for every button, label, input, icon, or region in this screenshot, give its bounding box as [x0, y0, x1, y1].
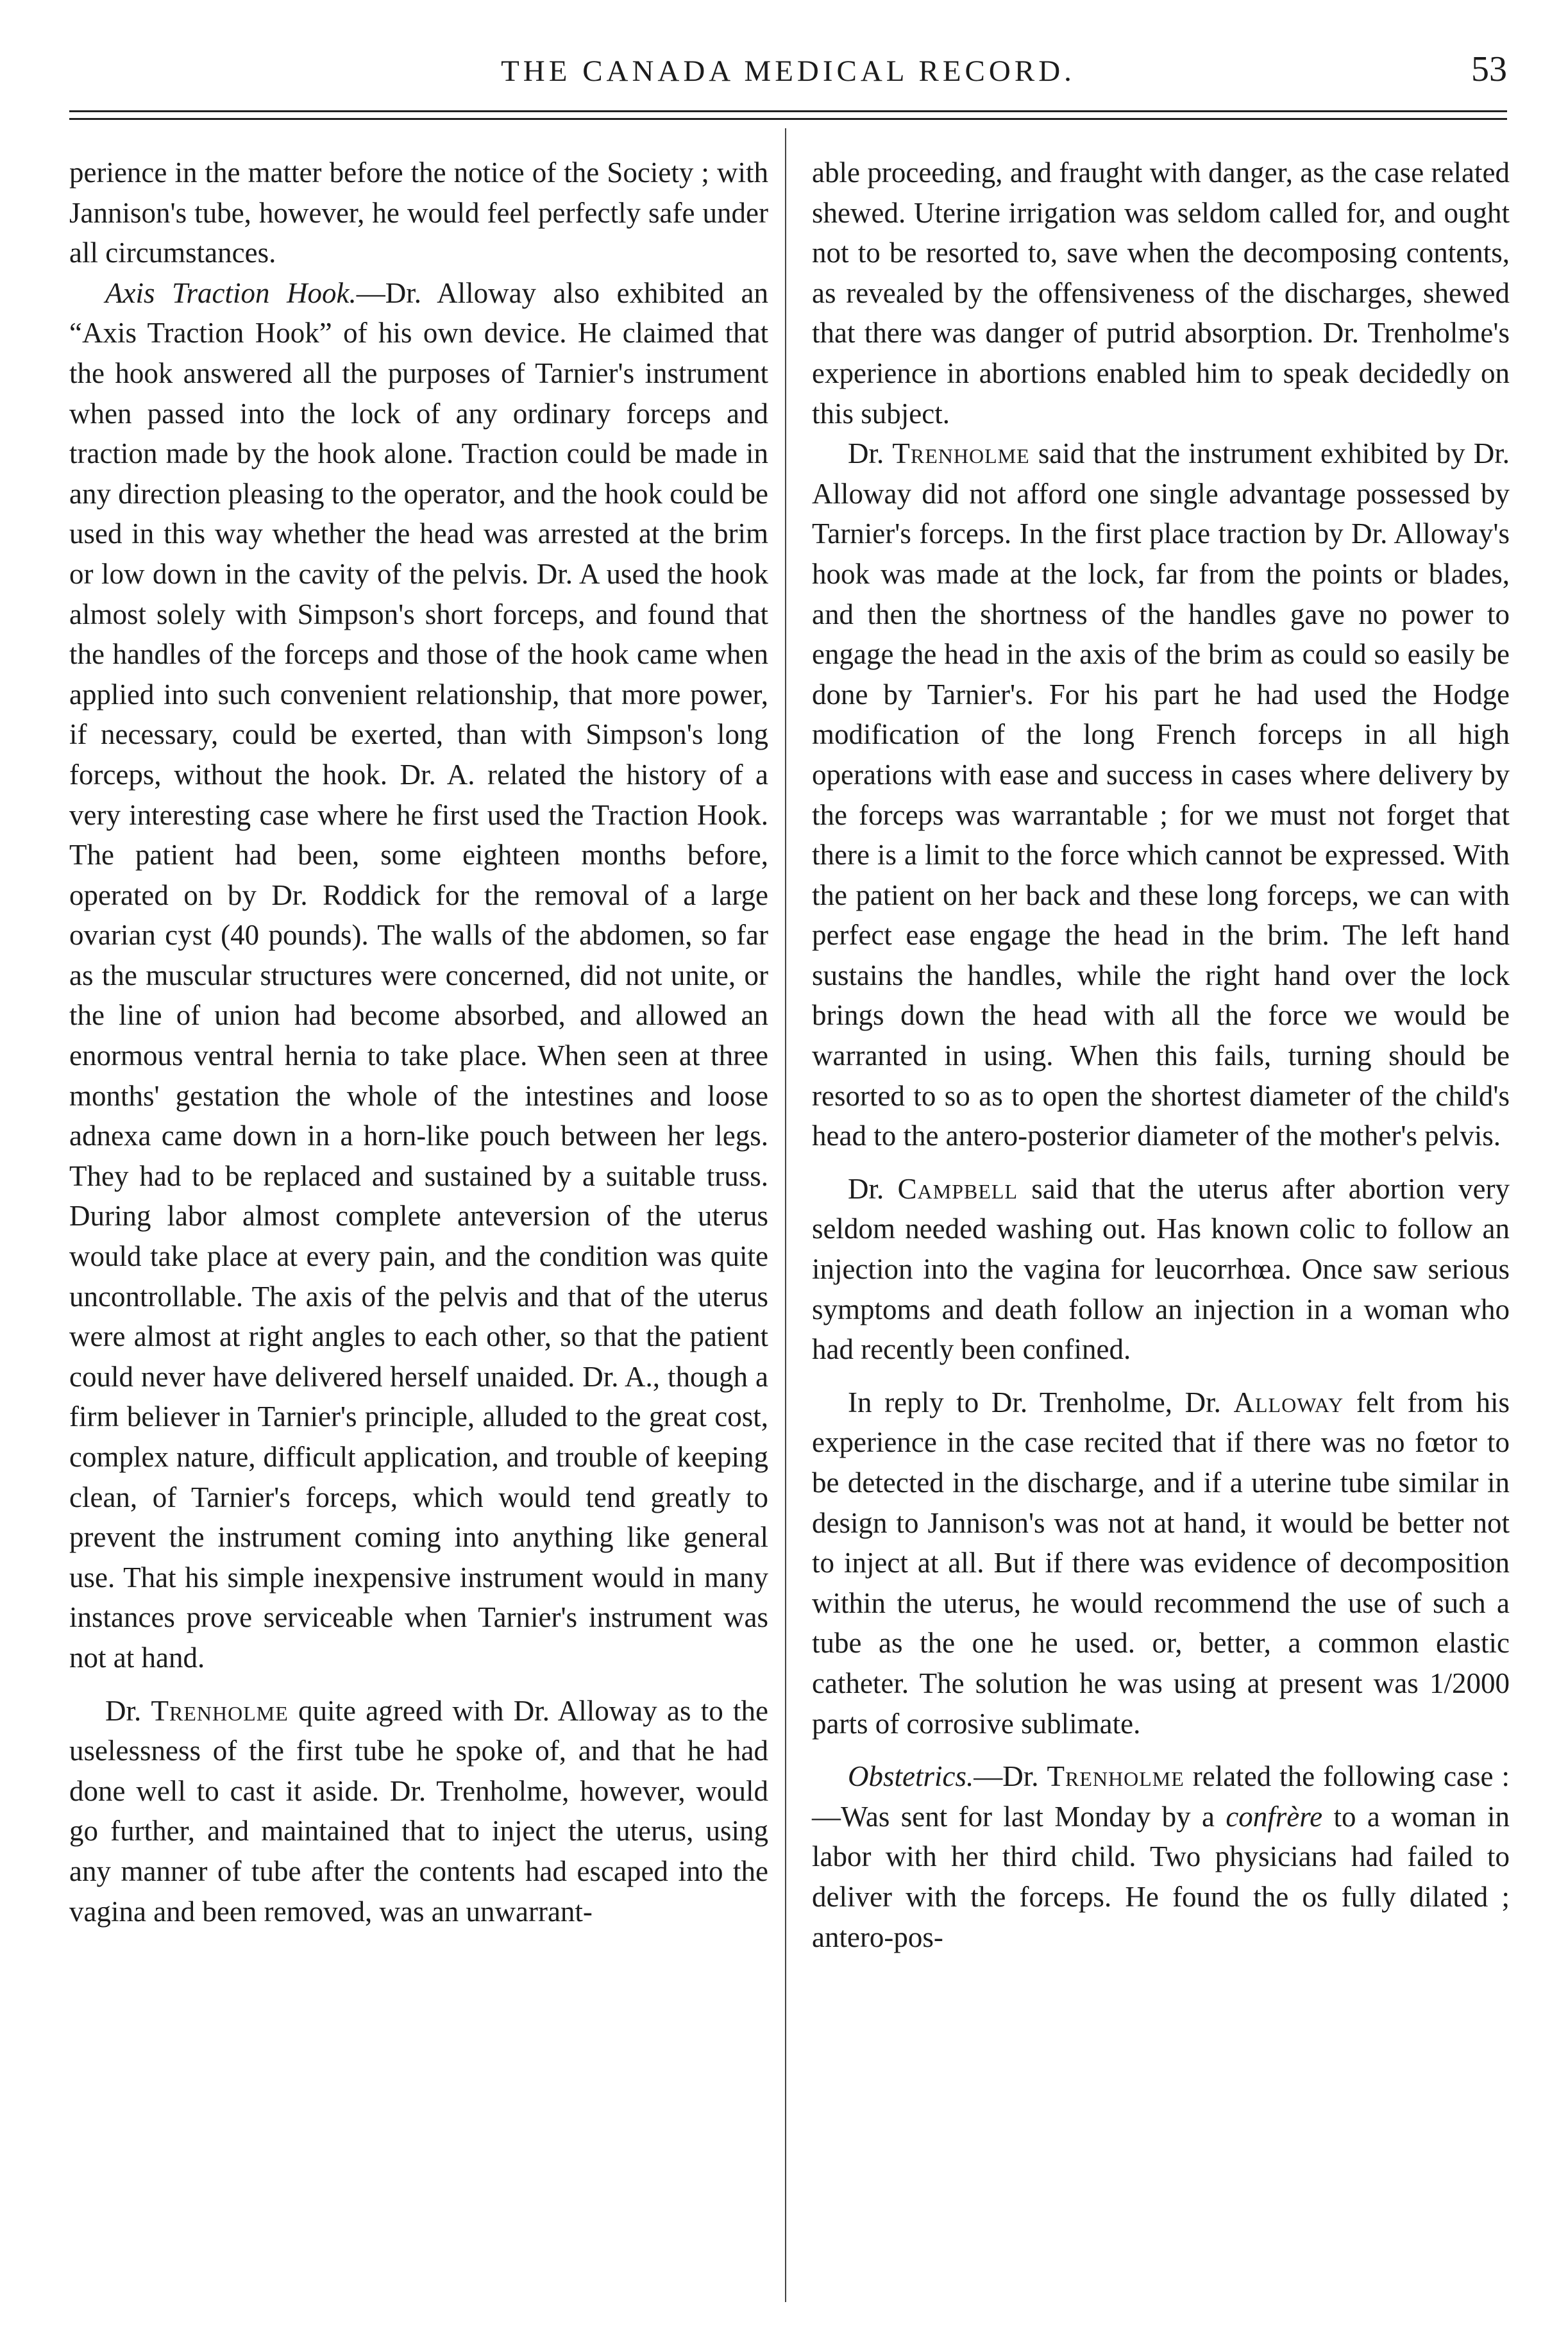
paragraph-text: related the following case :—Was sent for last Monday by a [812, 1760, 1510, 1833]
speaker-name: Trenholme [151, 1694, 289, 1727]
paragraph-lead: In reply to Dr. Trenholme, Dr. [848, 1386, 1234, 1418]
paragraph-text: —Dr. Alloway also exhibited an “Axis Traction Hook” of his own device. He claimed that the hook answered all the purposes of Tarnier's instrument when passed into the lock of any ordinary forceps and traction made by the hook alone. Traction could be made in any direction pleasing to the operator, and the hook could be used in this way whether the head was arrested at the brim or low down in the cavity of the pelvis. Dr. A used the hook almost solely with Simpson's short forceps, and found that the handles of the forceps and those of the hook came when applied into such convenient relationship, that more power, if necessary, could be exerted, than with Simpson's long forceps, without the hook. Dr. A. related the history of a very interesting case where he first used the Traction Hook. The patient had been, some eighteen months before, operated on by Dr. Roddick for the removal of a large ovarian cyst (40 pounds). The walls of the abdomen, so far as the muscular structures were concerned, did not unite, or the line of union had become absorbed, and allowed an enormous ventral hernia to take place. When seen at three months' gestation the whole of the intestines and loose adnexa came down in a horn-like pouch between her legs. They had to be replaced and sustained by a suitable truss. During labor almost complete anteversion of the uterus would take place at every pain, and the condition was quite uncontrollable. The axis of the pelvis and that of the uterus were almost at right angles to each other, so that the patient could never have delivered herself unaided. Dr. A., though a firm believer in Tarnier's principle, alluded to the great cost, complex nature, difficult application, and trouble of keeping clean, of Tarnier's forceps, which would tend greatly to prevent the instrument coming into anything like general use. That his simple inexpensive instrument would in many instances prove serviceable when Tarnier's instrument was not at hand. [69, 276, 769, 1674]
column-divider [785, 128, 786, 2302]
paragraph-campbell [812, 1169, 1510, 1370]
paragraph-continuation: perience in the matter before the notice of the Society ; with Jannison's tube, however, he would feel perfectly safe under all circumstances. [69, 156, 768, 269]
paragraph-lead: Dr. [848, 1172, 898, 1205]
paragraph-text: said that the instrument exhibited by Dr. Alloway did not afford one single advantage possessed by Tarnier's forceps. In the first place traction by Dr. Alloway's hook was made at the lock, far from the points or blades, and then the shortness of the handles gave no power to engage the head in the axis of the brim as could so easily be done by Tarnier's. For his part he had used the Hodge modification of the long French forceps in all high operations with ease and success in cases where delivery by the forceps was warrantable ; for we must not forget that there is a limit to the force which cannot be expressed. With the patient on her back and these long forceps, we can with perfect ease engage the head in the brim. The left hand sustains the handles, while the right hand over the lock brings down the head with all the force we would be warranted in using. When this fails, turning should be resorted to so as to open the shortest diameter of the child's head to the antero-posterior diameter of the mother's pelvis. [812, 437, 1510, 1152]
paragraph-text: said that the uterus after abortion very seldom needed washing out. Has known colic to follow an injection into the vagina for leucorrhœa. Once saw serious symptoms and death follow an injection in a woman who had recently been confined. [812, 1172, 1510, 1366]
paragraph-text: quite agreed with Dr. Alloway as to the uselessness of the first tube he spoke of, and that he had done well to cast it aside. Dr. Trenholme, however, would go further, and maintained that to inject the uterus, using any manner of tube after the contents had escaped into the vagina and been removed, was an unwarrant- [69, 1694, 768, 1928]
speaker-name: Trenholme [1047, 1760, 1184, 1793]
paragraph-text: parts of corrosive sublimate. [812, 1707, 1141, 1740]
paragraph-lead: —Dr. [974, 1760, 1047, 1793]
fraction: 1/2000 [1429, 1667, 1510, 1699]
right-column [812, 153, 1510, 1957]
header-rule-top [69, 110, 1507, 112]
section-heading-obstetrics: Obstetrics. [848, 1760, 974, 1793]
paragraph-text: felt from his experience in the case recited that if there was no fœtor to be detected in the discharge, and if a uterine tube similar in design to Jannison's was not at hand, it would be better not to inject at all. But if there was evidence of decomposition within the uterus, he would recommend the use of such a tube as the one he used. or, better, a common elastic catheter. The solution he was using at present was [812, 1386, 1510, 1699]
speaker-name: Trenholme [892, 437, 1030, 470]
left-column [69, 153, 768, 1931]
paragraph-continuation: able proceeding, and fraught with danger, as the case related shewed. Uterine irrigation was seldom called for, and ought not to be resorted to, save when the decomposing contents, as revealed by the offensiveness of the discharges, shewed that there was danger of putrid absorption. Dr. Trenholme's experience in abortions enabled him to speak decidedly on this subject. [812, 156, 1510, 430]
paragraph-obstetrics [812, 1756, 1510, 1957]
speaker-name: Campbell [897, 1172, 1018, 1205]
speaker-name: Alloway [1233, 1386, 1344, 1418]
section-heading-axis-traction-hook: Axis Traction Hook. [105, 276, 357, 309]
page-number: 53 [1471, 49, 1507, 89]
header-rule-bottom [69, 118, 1507, 120]
paragraph-lead: Dr. [105, 1694, 151, 1727]
paragraph-alloway-reply [812, 1383, 1510, 1744]
paragraph-lead: Dr. [848, 437, 893, 470]
italic-term: confrère [1226, 1800, 1323, 1833]
paragraph-axis-traction-hook [69, 273, 768, 1678]
running-title: THE CANADA MEDICAL RECORD. [501, 55, 1075, 88]
paragraph-trenholme-reply [69, 1691, 768, 1932]
paragraph-text: to a woman in labor with her third child. Two physicians had failed to deliver with the forceps. He found the os fully dilated ; antero-pos- [812, 1800, 1510, 1953]
paragraph-trenholme-instrument [812, 433, 1510, 1156]
page-header [69, 46, 1507, 97]
